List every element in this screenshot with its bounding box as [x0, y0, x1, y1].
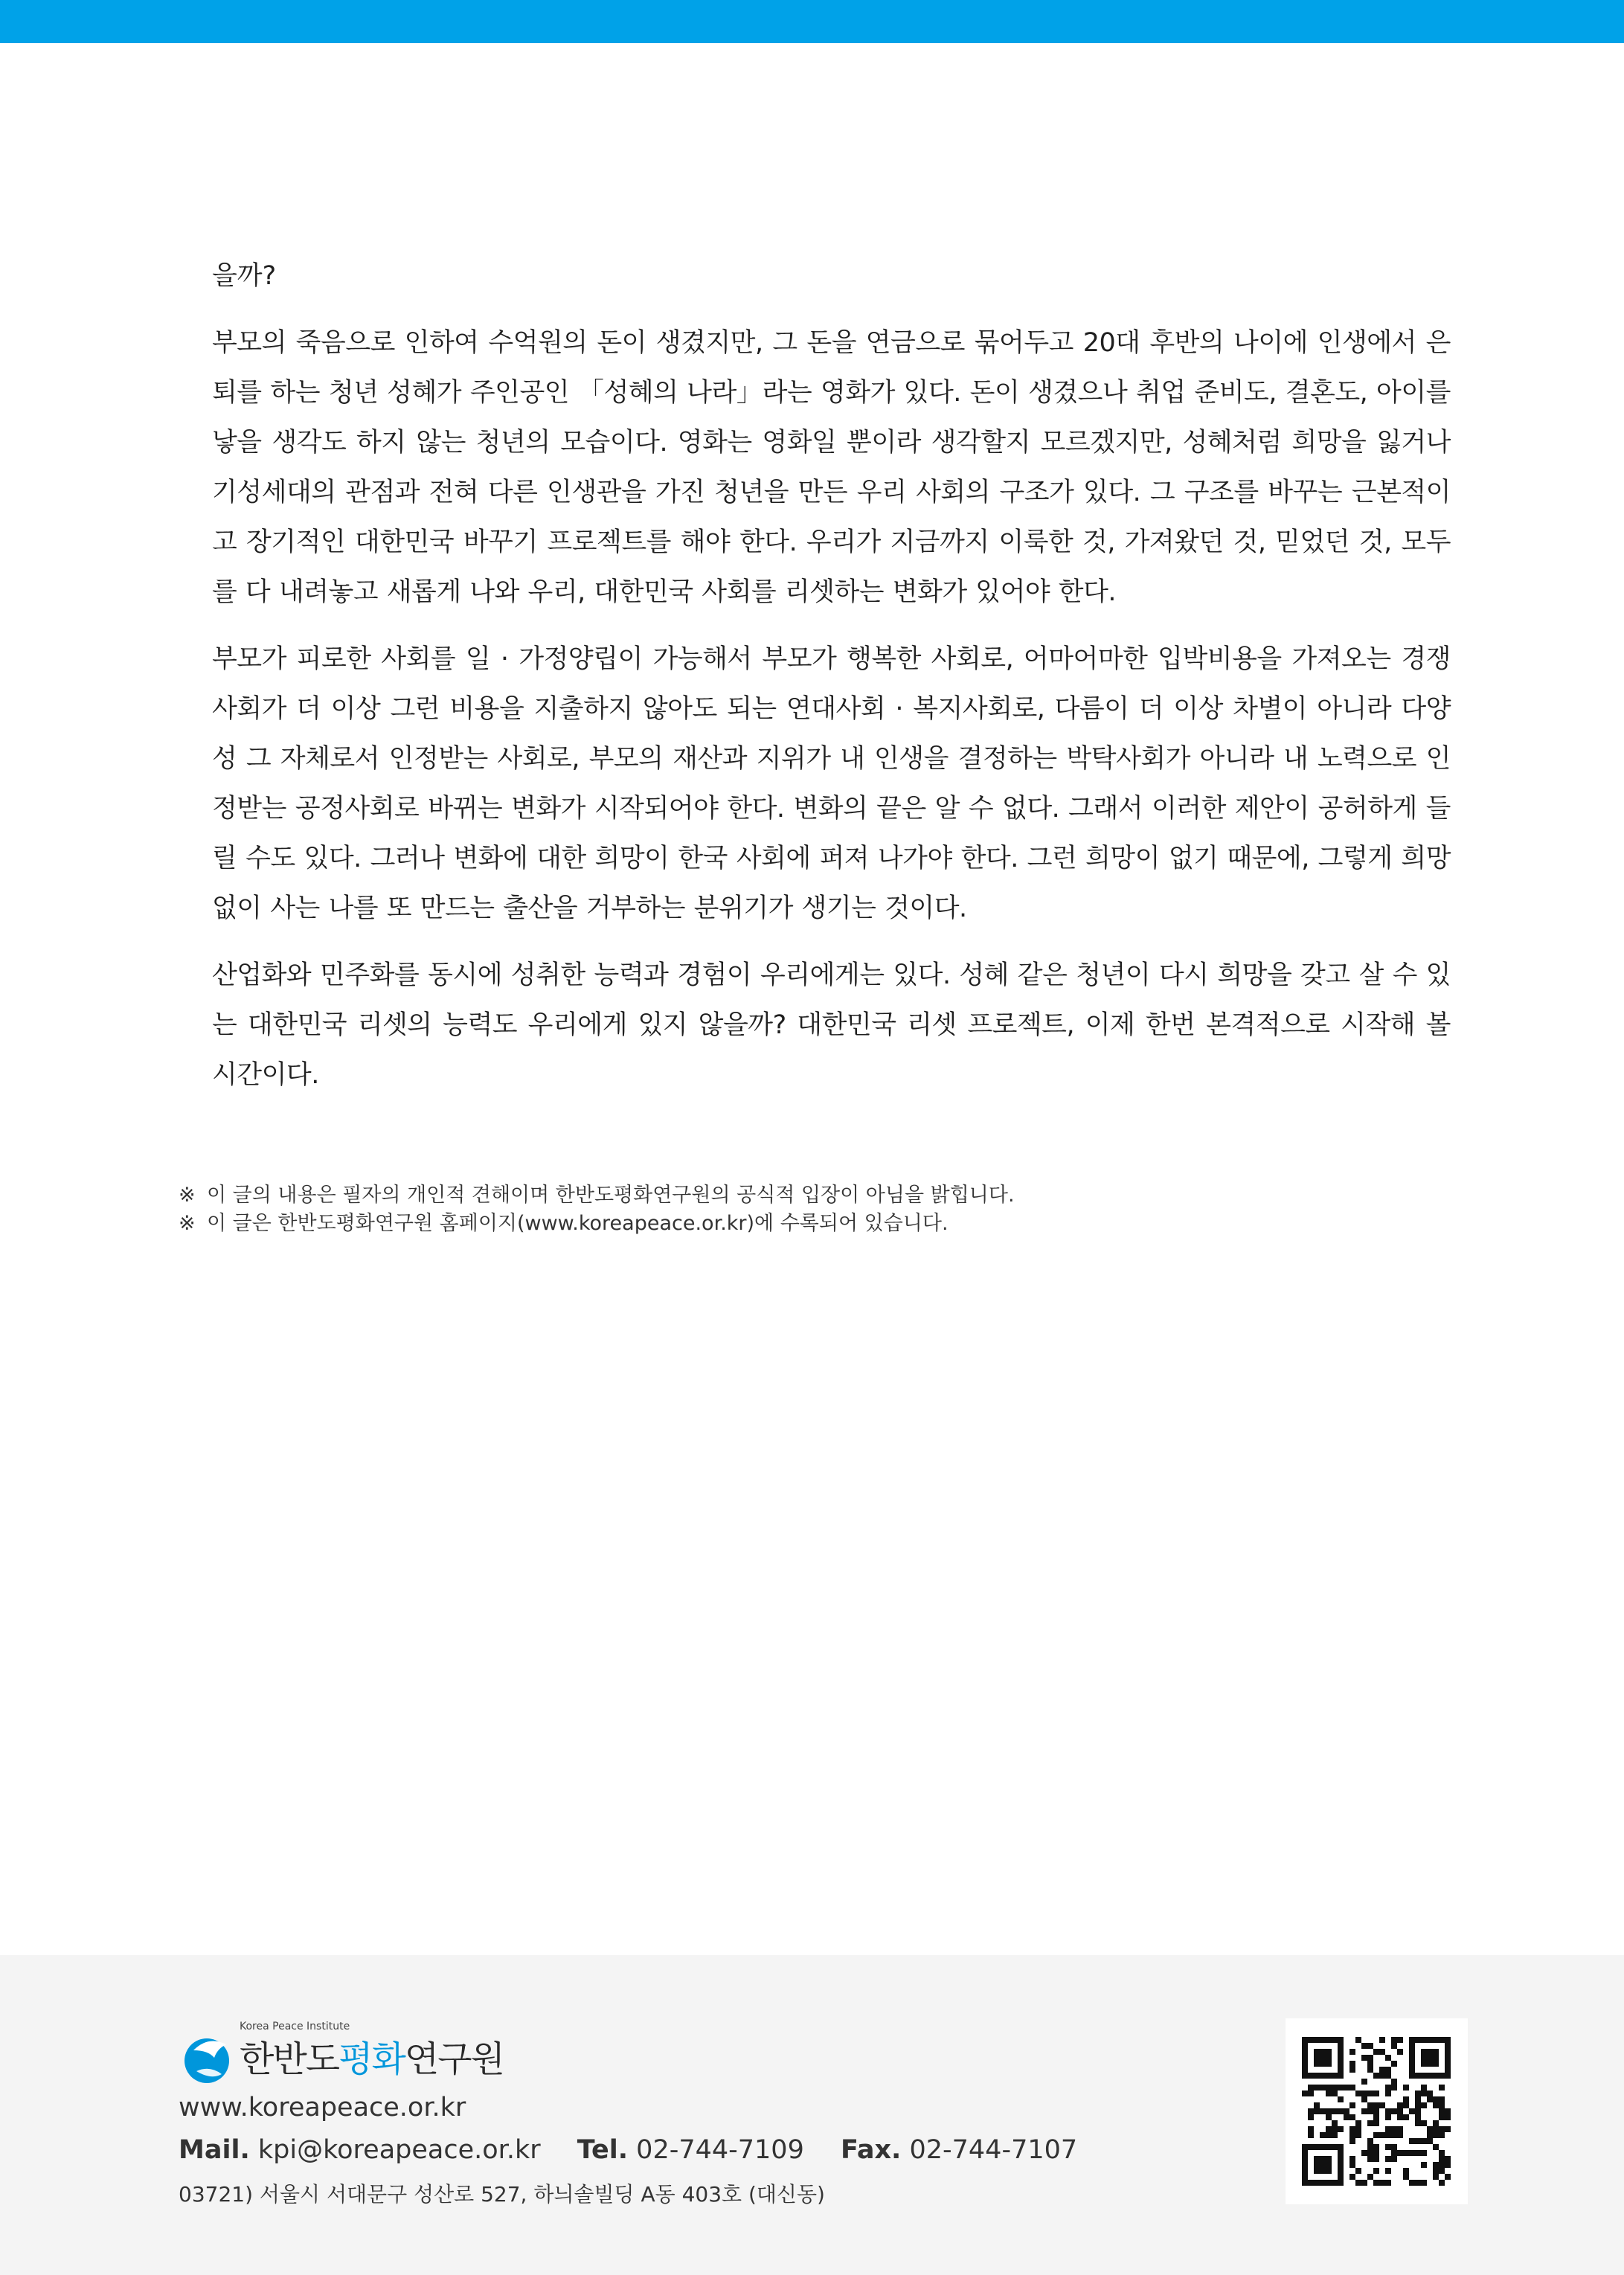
tel-label: Tel.	[577, 2135, 629, 2165]
note-text: 이 글은 한반도평화연구원 홈페이지(www.koreapeace.or.kr)에 수록되어 있습니다.	[207, 1212, 949, 1235]
footer-contact-line	[179, 2135, 1077, 2165]
footer-address: 03721) 서울시 서대문구 성산로 527, 하늬솔빌딩 A동 403호 (대신동)	[179, 2182, 825, 2207]
logo-text-accent: 평화	[338, 2038, 405, 2080]
qr-code-icon	[1302, 2037, 1451, 2186]
note-text: 이 글의 내용은 필자의 개인적 견해이며 한반도평화연구원의 공식적 입장이 아님을 밝힙니다.	[207, 1184, 1015, 1207]
note-mark: ※	[179, 1212, 196, 1235]
mail-label: Mail.	[179, 2135, 250, 2165]
institute-logo	[179, 2021, 625, 2088]
article-body	[212, 251, 1451, 1117]
mail-address: kpi@koreapeace.or.kr	[257, 2135, 541, 2165]
disclaimer-notes	[179, 1181, 1443, 1238]
article-paragraph-3: 산업화와 민주화를 동시에 성취한 능력과 경험이 우리에게는 있다. 성혜 같은 청년이 다시 희망을 갖고 살 수 있는 대한민국 리셋의 능력도 우리에게 있지 않을까? 대한민국 리셋 프로젝트, 이제 한번 본격적으로 시작해 볼 시간이다.	[212, 960, 1451, 1090]
dove-logo-icon	[179, 2028, 238, 2088]
article-paragraph-2: 부모가 피로한 사회를 일 · 가정양립이 가능해서 부모가 행복한 사회로, 어마어마한 입박비용을 가져오는 경쟁사회가 더 이상 그런 비용을 지출하지 않아도 되는 연대사회 · 복지사회로, 다름이 더 이상 차별이 아니라 다양성 그 자체로서 인정받는 사회로, 부모의 재산과 지위가 내 인생을 결정하는 박탁사회가 아니라 내 노력으로 인정받는 공정사회로 바뀌는 변화가 시작되어야 한다. 변화의 끝은 알 수 없다. 그래서 이러한 제안이 공허하게 들릴 수도 있다. 그러나 변화에 대한 희망이 한국 사회에 퍼져 나가야 한다. 그런 희망이 없기 때문에, 그렇게 희망 없이 사는 나를 또 만드는 출산을 거부하는 분위기가 생기는 것이다.	[212, 644, 1451, 923]
article-lead-fragment: 을까?	[212, 261, 277, 291]
footer-website: www.koreapeace.or.kr	[179, 2093, 466, 2122]
logo-text-part: 한반도	[240, 2038, 339, 2080]
logo-korean-name	[240, 2037, 504, 2082]
note-mark: ※	[179, 1184, 196, 1207]
article-paragraph-1: 부모의 죽음으로 인하여 수억원의 돈이 생겼지만, 그 돈을 연금으로 묶어두고 20대 후반의 나이에 인생에서 은퇴를 하는 청년 성혜가 주인공인 「성혜의 나라」라는 영화가 있다. 돈이 생겼으나 취업 준비도, 결혼도, 아이를 낳을 생각도 하지 않는 청년의 모습이다. 영화는 영화일 뿐이라 생각할지 모르겠지만, 성혜처럼 희망을 잃거나 기성세대의 관점과 전혀 다른 인생관을 가진 청년을 만든 우리 사회의 구조가 있다. 그 구조를 바꾸는 근본적이고 장기적인 대한민국 바꾸기 프로젝트를 해야 한다. 우리가 지금까지 이룩한 것, 가져왔던 것, 믿었던 것, 모두를 다 내려놓고 새롭게 나와 우리, 대한민국 사회를 리셋하는 변화가 있어야 한다.	[212, 328, 1451, 607]
page-footer	[0, 1955, 1624, 2275]
logo-text-part: 연구원	[404, 2038, 504, 2080]
disclaimer-note-1	[179, 1181, 1443, 1210]
fax-number: 02-744-7107	[909, 2135, 1078, 2165]
qr-code	[1286, 2018, 1468, 2204]
fax-label: Fax.	[840, 2135, 902, 2165]
logo-english-name: Korea Peace Institute	[240, 2021, 350, 2032]
top-accent-bar	[0, 0, 1624, 43]
tel-number: 02-744-7109	[636, 2135, 804, 2165]
disclaimer-note-2	[179, 1210, 1443, 1238]
